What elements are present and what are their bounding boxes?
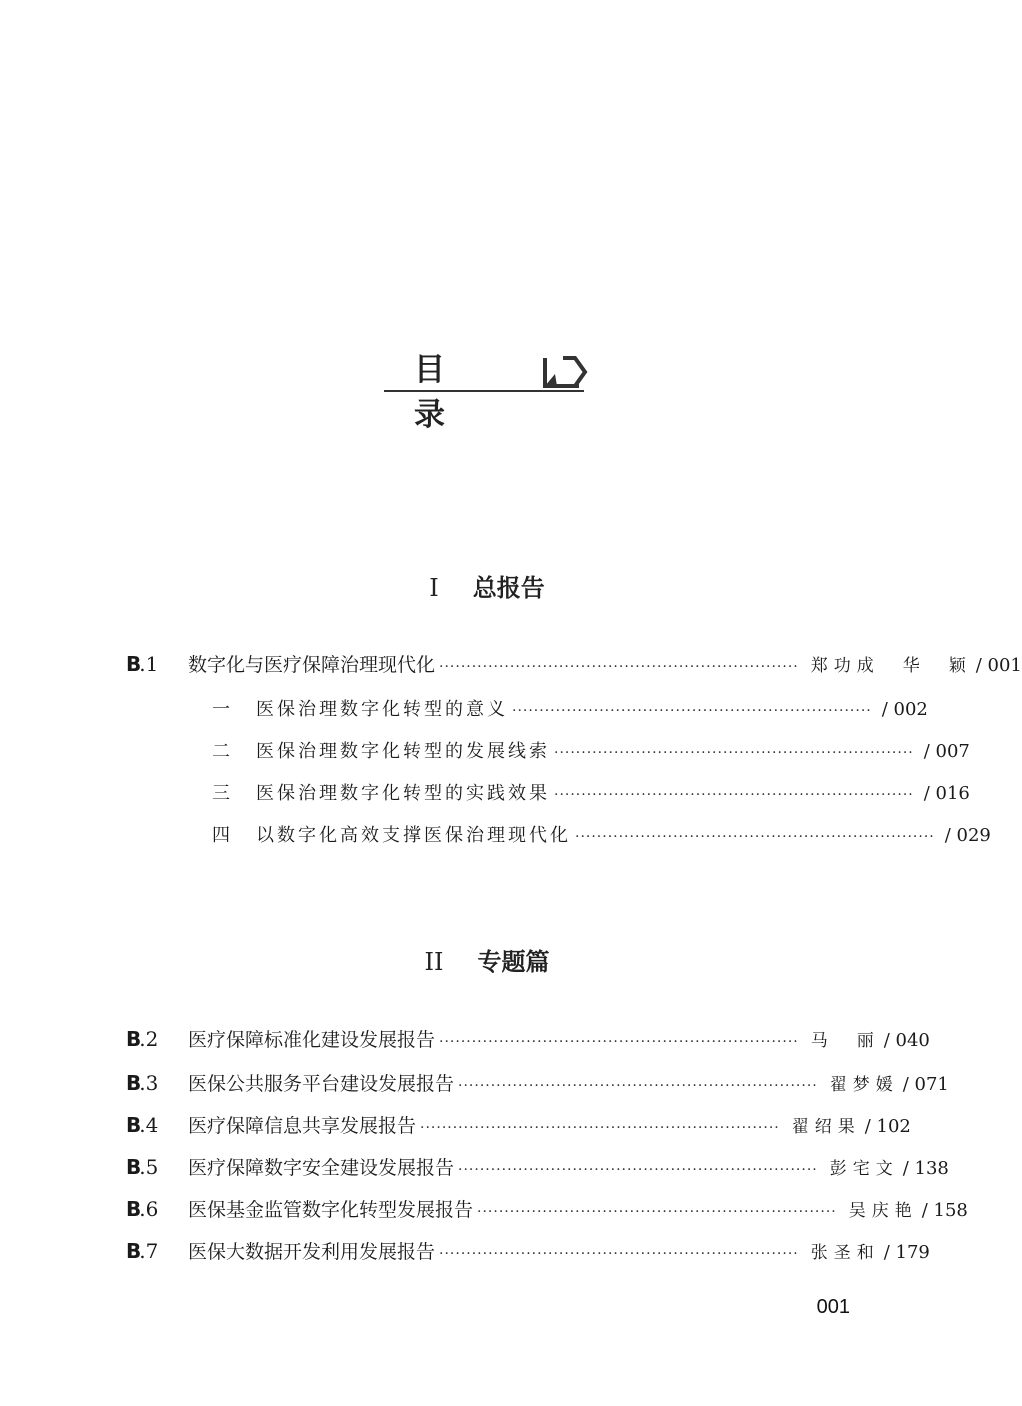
toc-entry[interactable] [126, 1025, 930, 1055]
toc-entry[interactable] [126, 650, 1022, 680]
toc-title: 目 录 [414, 352, 481, 433]
entry-author: 彭宅文 [829, 1159, 899, 1179]
section-numeral: I [429, 574, 439, 602]
entry-code: B.1 [126, 652, 159, 676]
section-name: 专题篇 [477, 948, 550, 976]
entry-title: 医保基金监管数字化转型发展报告 [188, 1199, 474, 1221]
toc-subentry[interactable] [212, 821, 991, 849]
entry-code: B.5 [126, 1155, 159, 1179]
leader-dots: ·································································· [512, 703, 872, 719]
entry-code: B.4 [126, 1113, 159, 1137]
entry-author: 张圣和 [810, 1243, 880, 1263]
subentry-title: 以数字化高效支撑医保治理现代化 [256, 825, 571, 846]
section-heading-1 [0, 568, 974, 603]
leader-dots: ·································································· [458, 1078, 818, 1094]
entry-page: / 158 [921, 1200, 968, 1221]
leader-dots: ·································································· [458, 1162, 818, 1178]
bookmark-arrow-icon [541, 352, 593, 392]
entry-page: / 179 [883, 1242, 930, 1263]
subentry-title: 医保治理数字化转型的意义 [256, 699, 508, 720]
entry-title: 医疗保障标准化建设发展报告 [188, 1029, 436, 1051]
toc-entry[interactable] [126, 1195, 968, 1225]
subentry-title: 医保治理数字化转型的实践效果 [256, 783, 550, 804]
subentry-page: / 007 [923, 741, 970, 762]
section-heading-2 [0, 942, 974, 977]
toc-heading [384, 336, 594, 433]
section-numeral: II [424, 948, 444, 976]
entry-author: 郑功成 华 颖 [810, 656, 972, 676]
toc-entry[interactable] [126, 1069, 949, 1099]
entry-page: / 138 [902, 1158, 949, 1179]
subentry-page: / 002 [881, 699, 928, 720]
entry-title: 医保公共服务平台建设发展报告 [188, 1073, 455, 1095]
leader-dots: ·································································· [439, 659, 799, 675]
entry-title: 医疗保障数字安全建设发展报告 [188, 1157, 455, 1179]
toc-subentry[interactable] [212, 779, 970, 807]
toc-subentry[interactable] [212, 737, 970, 765]
subentry-title: 医保治理数字化转型的发展线索 [256, 741, 550, 762]
leader-dots: ·································································· [477, 1204, 837, 1220]
entry-page: / 040 [883, 1030, 930, 1051]
entry-title: 数字化与医疗保障治理现代化 [188, 654, 436, 676]
toc-subentry[interactable] [212, 695, 928, 723]
entry-author: 马 丽 [810, 1031, 880, 1051]
subentry-page: / 016 [923, 783, 970, 804]
leader-dots: ·································································· [420, 1120, 780, 1136]
entry-page: / 071 [902, 1074, 949, 1095]
entry-code: B.7 [126, 1239, 159, 1263]
entry-author: 翟绍果 [791, 1117, 861, 1137]
entry-code: B.3 [126, 1071, 159, 1095]
subentry-page: / 029 [944, 825, 991, 846]
subentry-index: 四 [212, 825, 230, 846]
entry-title: 医疗保障信息共享发展报告 [188, 1115, 417, 1137]
entry-title: 医保大数据开发利用发展报告 [188, 1241, 436, 1263]
leader-dots: ·································································· [575, 829, 935, 845]
toc-entry[interactable] [126, 1153, 949, 1183]
leader-dots: ·································································· [554, 787, 914, 803]
toc-entry[interactable] [126, 1111, 911, 1141]
entry-page: / 102 [864, 1116, 911, 1137]
leader-dots: ·································································· [554, 745, 914, 761]
leader-dots: ·································································· [439, 1246, 799, 1262]
section-name: 总报告 [472, 574, 545, 602]
subentry-index: 三 [212, 783, 230, 804]
entry-code: B.2 [126, 1027, 159, 1051]
subentry-index: 一 [212, 699, 230, 720]
entry-page: / 001 [975, 655, 1022, 676]
page-number: 001 [816, 1296, 850, 1318]
entry-code: B.6 [126, 1197, 159, 1221]
entry-author: 吴庆艳 [848, 1201, 918, 1221]
toc-entry[interactable] [126, 1237, 930, 1267]
entry-author: 翟梦媛 [829, 1075, 899, 1095]
subentry-index: 二 [212, 741, 230, 762]
leader-dots: ·································································· [439, 1034, 799, 1050]
